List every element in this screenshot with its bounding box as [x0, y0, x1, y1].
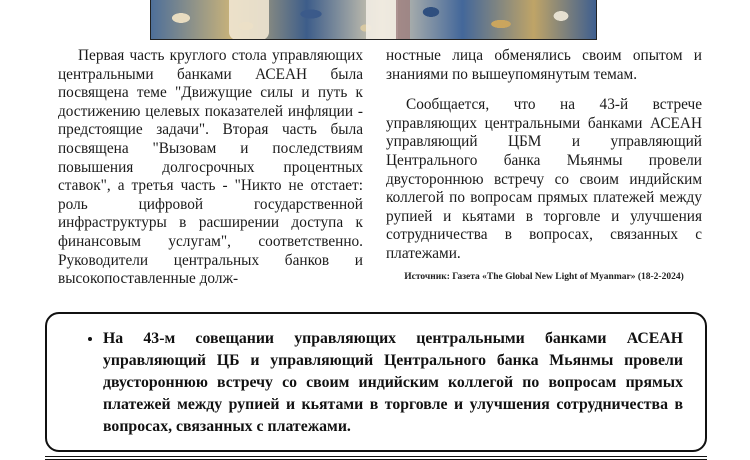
photo-figure [229, 0, 269, 40]
article-left-column [58, 47, 363, 289]
photo-figure [366, 0, 398, 40]
conference-photo [150, 0, 597, 40]
source-citation: Источник: Газета «The Global New Light of Myanmar» (18-2-2024) [404, 272, 684, 282]
photo-figure [396, 0, 410, 40]
article-paragraph: Сообщается, что на 43-й встрече управляющих центральными банками АСЕАН управляющий ЦБМ и управляющий Центрального банка Мьянмы провели двустороннюю встречу со своим индийским коллегой по вопросам прямых платежей между рупией и кьятами в торговле и улучшения сотрудничества в вопросах, связанных с платежами. [386, 96, 702, 262]
article-paragraph-continuation: ностные лица обменялись своим опытом и знаниями по вышеупомянутым темам. [386, 47, 702, 83]
article-right-column [386, 47, 702, 264]
bottom-divider [45, 456, 707, 460]
summary-bullet: • На 43-м совещании управляющих центральными банками АСЕАН управляющий ЦБ и управляющий Центрального банка Мьянмы провели двустороннюю встречу со своим индийским коллегой по вопросам прямых платежей между рупией и кьятами в торговле и улучшения сотрудничества в вопросах, связанных с платежами. [103, 328, 683, 438]
article-paragraph: Первая часть круглого стола управляющих центральными банками АСЕАН была посвящена теме "Движущие силы и путь к достижению целевых показателей инфляции - предстоящие задачи". Вторая часть была посвящена "Вызовам и последствиям повышения долгосрочных процентных ставок", а третья часть - "Никто не отстает: роль цифровой государственной инфраструктуры в расширении доступа к финансовым услугам", соответственно. Руководители центральных банков и высокопоставленные долж- [58, 47, 363, 288]
summary-box [45, 312, 707, 452]
